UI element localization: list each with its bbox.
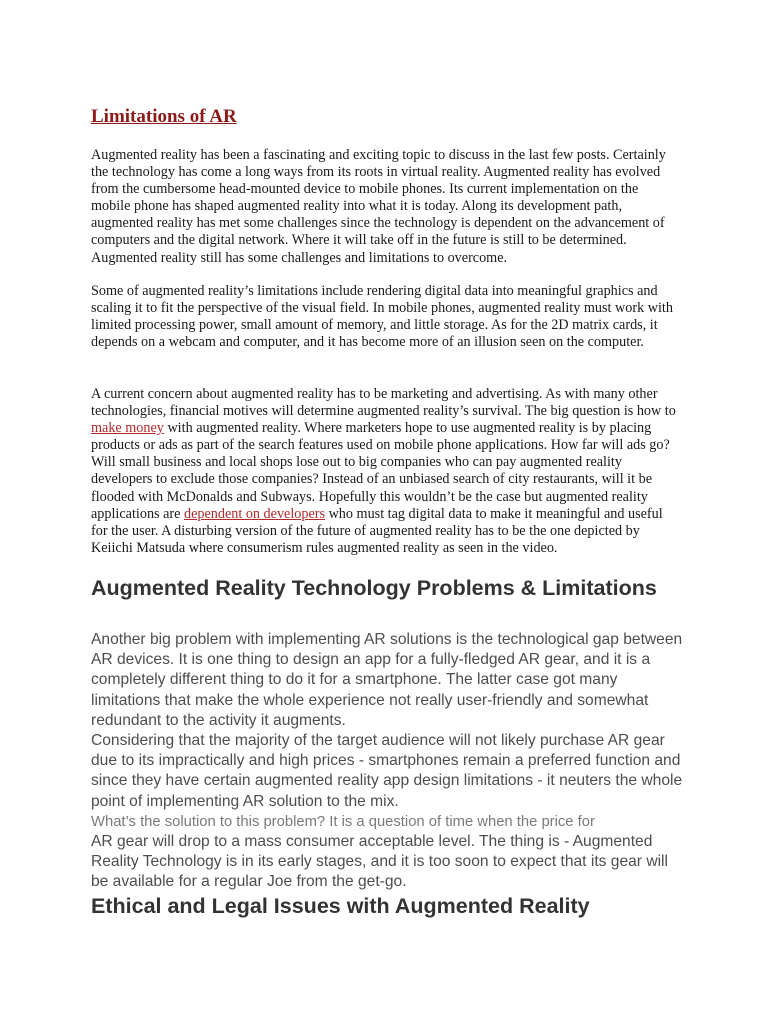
- paragraph-text: who must tag digital data to make it meaningful and useful for the user. A disturbing version of the future of augmented reality has to be the one depicted by Keiichi Matsuda where consumerism rules augmented reality as seen in the video.: [91, 505, 663, 556]
- paragraph-technological-gap: Another big problem with implementing AR solutions is the technological gap between AR devices. It is one thing to design an app for a fully-fledged AR gear, and it is a completely different thing to do it for a smartphone. The latter case got many limitations that make the whole experience not really user-friendly and somewhat redundant to the activity it augments.: [91, 631, 683, 729]
- paragraph-marketing: [91, 386, 679, 557]
- paragraph-text: with augmented reality. Where marketers hope to use augmented reality is by placing products or ads as part of the search features used on mobile phone applications. How far will ads go? Will small business and local shops lose out to big companies who can pay augmented reality developers to exclude those companies? Instead of an unbiased search of city restaurants, will it be flooded with McDonalds and Subways. Hopefully this wouldn’t be the case but augmented reality applications are: [91, 420, 670, 522]
- paragraph-solution-question: What’s the solution to this problem? It is a question of time when the price for: [91, 814, 595, 830]
- heading-ethical-legal: Ethical and Legal Issues with Augmented Reality: [91, 894, 590, 918]
- paragraph-target-audience: Considering that the majority of the target audience will not likely purchase AR gear due to its impractically and high prices - smartphones remain a preferred function and since they have certain augmented reality app design limitations - it neuters the whole point of implementing AR solution to the mix.: [91, 732, 683, 810]
- heading-ar-problems: Augmented Reality Technology Problems & Limitations: [91, 576, 657, 600]
- dependent-on-developers-link[interactable]: dependent on developers: [183, 505, 326, 522]
- make-money-link[interactable]: make money: [91, 420, 164, 437]
- paragraph-early-stages: AR gear will drop to a mass consumer acceptable level. The thing is - Augmented Reality Technology is in its early stages, and it is too soon to expect that its gear will be available for a regular Joe from the get-go.: [91, 833, 668, 891]
- paragraph-intro: Augmented reality has been a fascinating and exciting topic to discuss in the last few posts. Certainly the technology has come a long ways from its roots in virtual reality. Augmented reality has evolved from the cumbersome head-mounted device to mobile phones. Its current implementation on the mobile phone has shaped augmented reality into what it is today. Along its development path, augmented reality has met some challenges since the technology is dependent on the advancement of computers and the digital network. Where it will take off in the future is still to be determined. Augmented reality still has some challenges and limitations to overcome.: [91, 147, 666, 266]
- paragraph-text: A current concern about augmented reality has to be marketing and advertising. As with many other technologies, financial motives will determine augmented reality’s survival. The big question is how to: [91, 386, 676, 420]
- section-title-limitations: Limitations of AR: [91, 106, 237, 127]
- paragraph-limitations: Some of augmented reality’s limitations include rendering digital data into meaningful graphics and scaling it to fit the perspective of the visual field. In mobile phones, augmented reality must work with limited processing power, small amount of memory, and little storage. As for the 2D matrix cards, it depends on a webcam and computer, and it has become more of an illusion seen on the computer.: [91, 283, 673, 351]
